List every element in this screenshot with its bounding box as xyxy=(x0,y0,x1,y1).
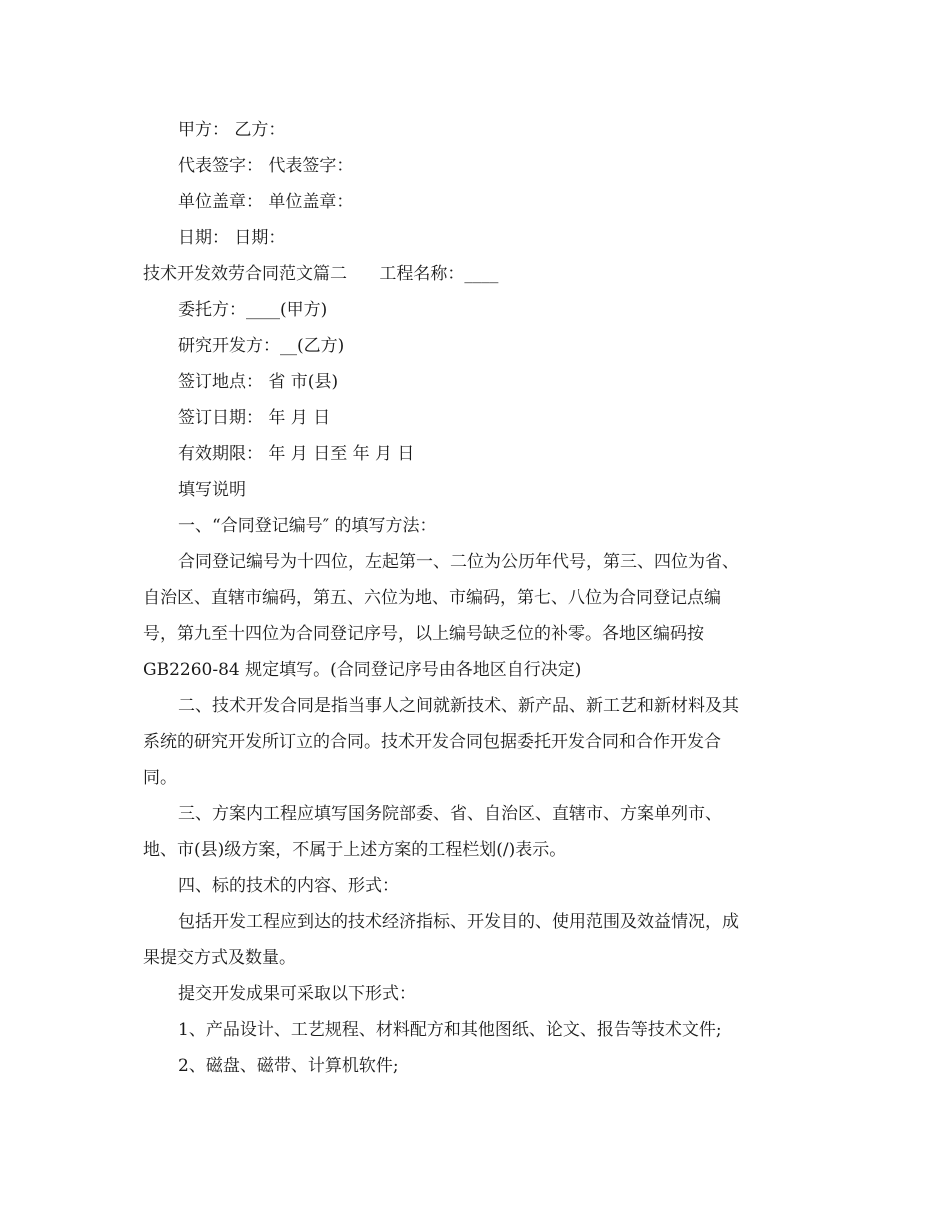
paragraph-line: 三、方案内工程应填写国务院部委、省、自治区、直辖市、方案单列市、 xyxy=(178,804,722,824)
paragraph-line: 系统的研究开发所订立的合同。技术开发合同包据委托开发合同和合作开发合 xyxy=(143,732,721,752)
seal-line: 单位盖章： 单位盖章： xyxy=(178,192,354,212)
date-line: 日期： 日期： xyxy=(178,228,286,248)
signing-place-line: 签订地点： 省 市(县) xyxy=(178,372,339,392)
paragraph-line: 同。 xyxy=(143,768,177,788)
document-body xyxy=(143,112,793,1084)
paragraph-line: 合同登记编号为十四位，左起第一、二位为公历年代号，第三、四位为省、 xyxy=(178,552,739,572)
paragraph-line: 号，第九至十四位为合同登记序号，以上编号缺乏位的补零。各地区编码按 xyxy=(143,624,704,644)
validity-line: 有效期限： 年 月 日至 年 月 日 xyxy=(178,444,415,464)
list-item: 1、产品设计、工艺规程、材料配方和其他图纸、论文、报告等技术文件; xyxy=(178,1020,722,1040)
signature-line: 代表签字： 代表签字： xyxy=(178,156,354,176)
paragraph-line: 自治区、直辖市编码，第五、六位为地、市编码，第七、八位为合同登记点编 xyxy=(143,588,721,608)
instruction-1-heading: 一、“合同登记编号″ 的填写方法： xyxy=(178,516,437,536)
paragraph-line: 地、市(县)级方案，不属于上述方案的工程栏划(/)表示。 xyxy=(143,840,567,860)
instruction-4-heading: 四、标的技术的内容、形式： xyxy=(178,876,399,896)
paragraph-line: 果提交方式及数量。 xyxy=(143,948,296,968)
section-title: 技术开发效劳合同范文篇二 工程名称：____ xyxy=(143,264,499,284)
paragraph-line: 包括开发工程应到达的技术经济指标、开发目的、使用范围及效益情况，成 xyxy=(178,912,739,932)
list-item: 2、磁盘、磁带、计算机软件; xyxy=(178,1056,399,1076)
signing-date-line: 签订日期： 年 月 日 xyxy=(178,408,331,428)
developer-line: 研究开发方：__(乙方) xyxy=(178,336,345,356)
client-line: 委托方：____(甲方) xyxy=(178,300,328,320)
paragraph-line: 提交开发成果可采取以下形式： xyxy=(178,984,416,1004)
paragraph-line: 二、技术开发合同是指当事人之间就新技术、新产品、新工艺和新材料及其 xyxy=(178,696,739,716)
instructions-heading: 填写说明 xyxy=(178,480,246,500)
paragraph-line: GB2260-84 规定填写。(合同登记序号由各地区自行决定) xyxy=(143,660,582,680)
party-line: 甲方： 乙方： xyxy=(178,120,286,140)
